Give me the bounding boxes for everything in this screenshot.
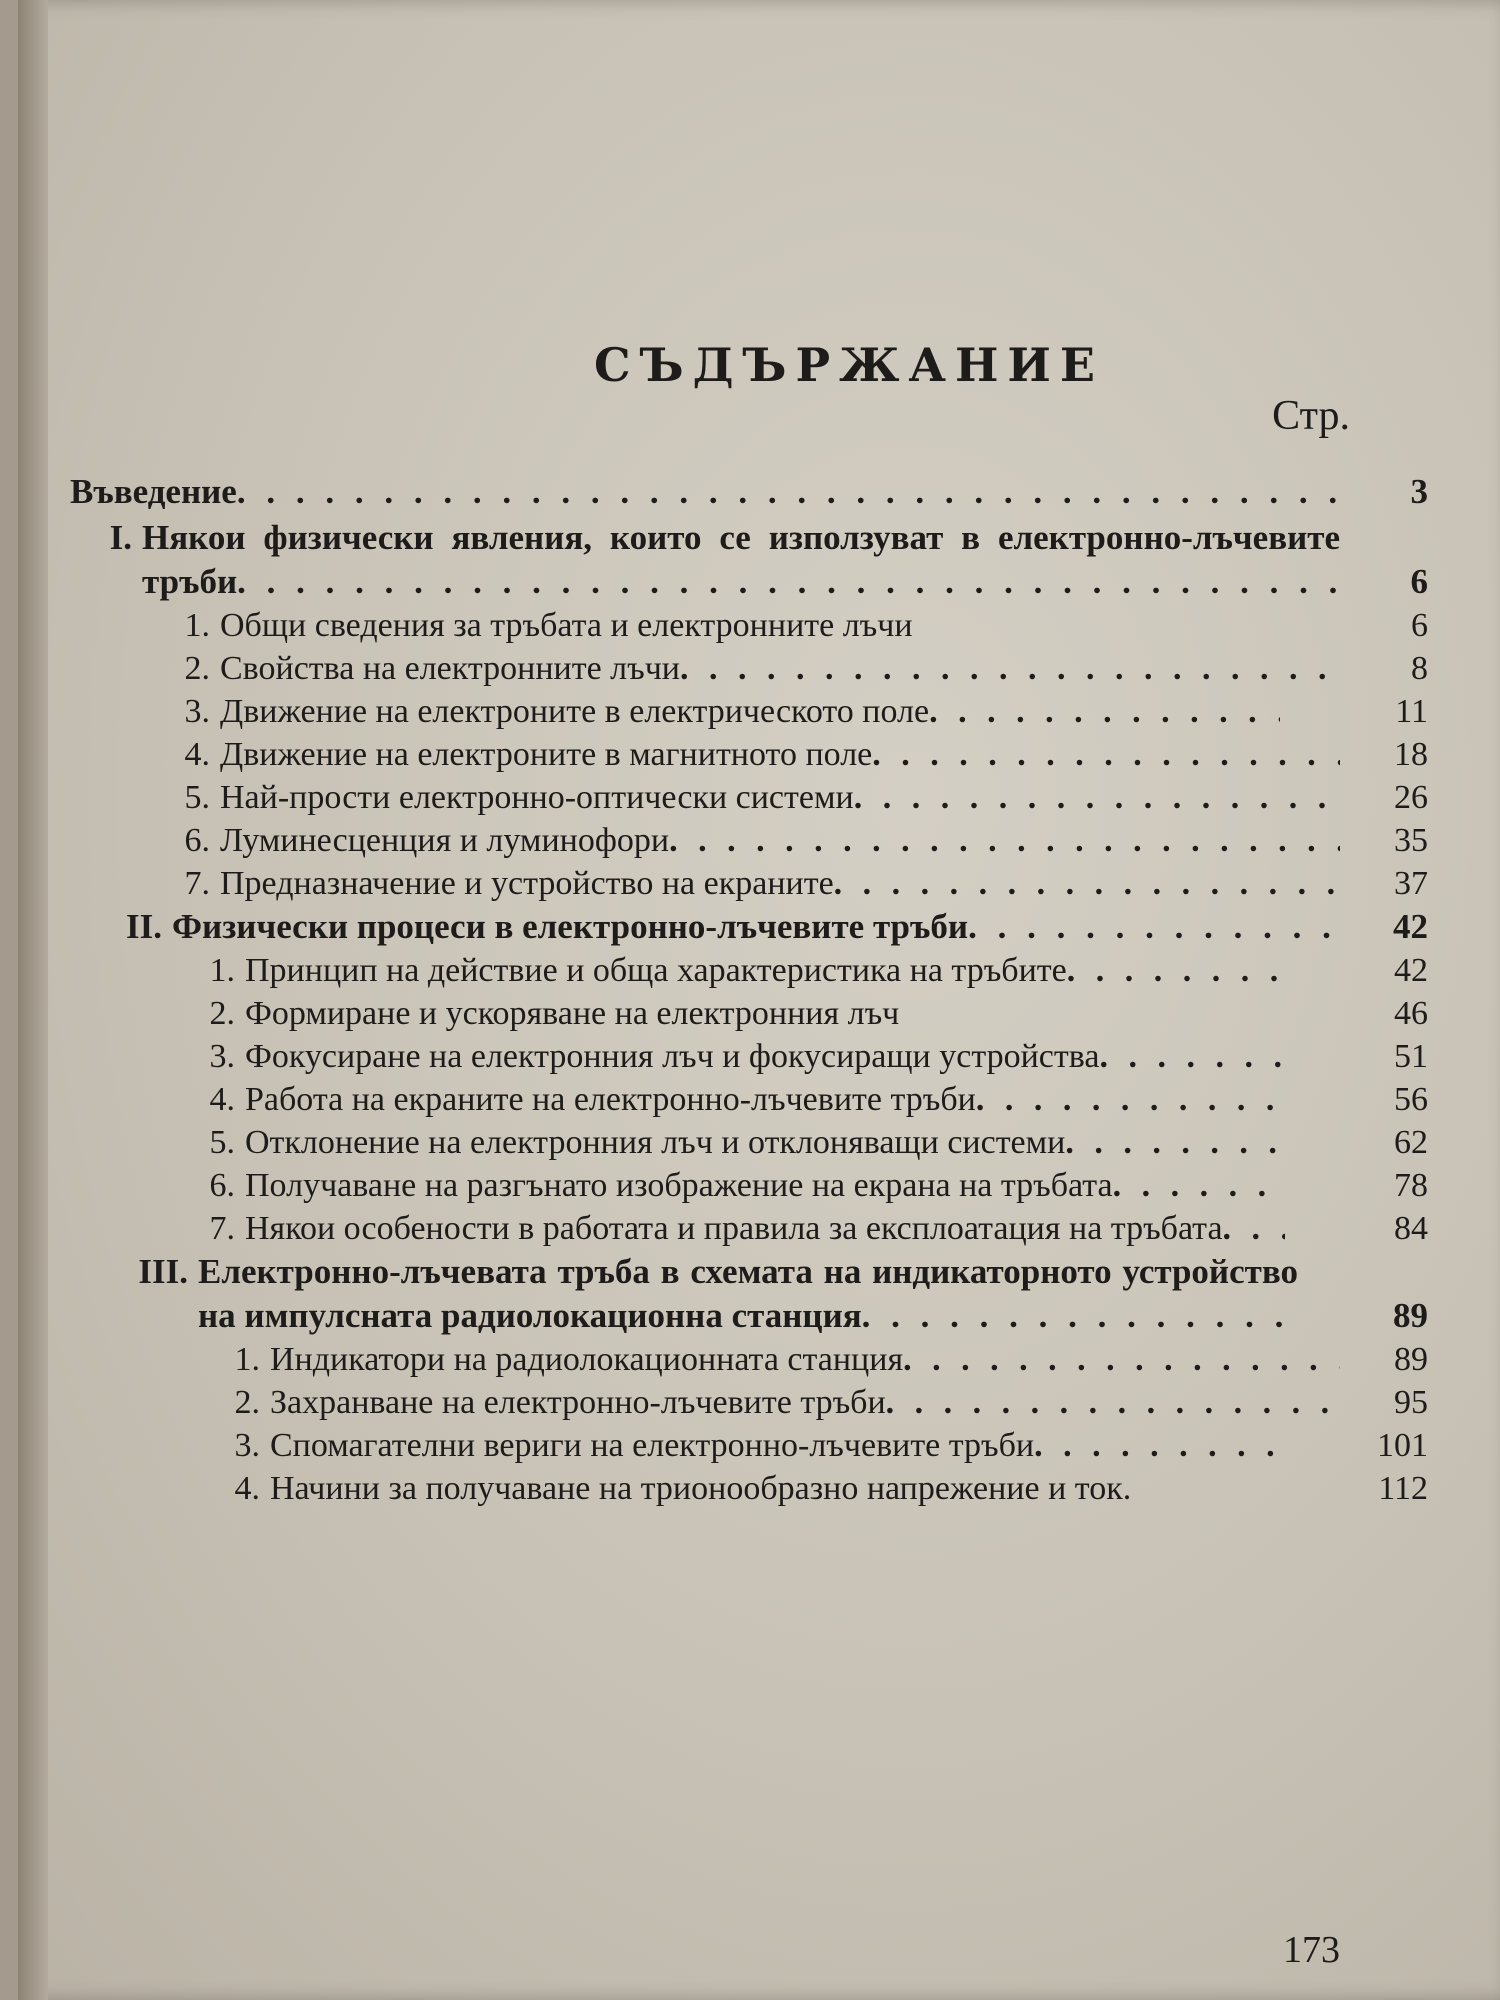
- toc-section-page: 8: [1411, 650, 1428, 687]
- toc-section-page: 18: [1394, 736, 1428, 773]
- toc-section-number: 5.: [209, 1124, 235, 1161]
- toc-chapter-text: Електронно-лъчевата тръба в схемата на индикаторното устройство на импулсната радиолокационна станция: [198, 1252, 1298, 1335]
- toc-section: [70, 992, 1428, 1035]
- toc-section: [70, 1121, 1428, 1164]
- toc-section-text: Свойства на електронните лъчи: [220, 650, 680, 687]
- toc-section-page: 62: [1394, 1124, 1428, 1161]
- toc-section-number: 6.: [209, 1167, 235, 1204]
- toc-section-text: Получаване на разгънато изображение на екрана на тръбата: [245, 1167, 1113, 1204]
- toc-section-text: Отклонение на електронния лъч и отклоняващи системи: [245, 1124, 1066, 1161]
- toc-section-text: Работа на екраните на електронно-лъчевите тръби: [245, 1081, 976, 1118]
- toc-section-number: 1.: [234, 1341, 260, 1378]
- toc-section-number: 3.: [209, 1038, 235, 1075]
- toc-section-text: Фокусиране на електронния лъч и фокусиращи устройства: [245, 1038, 1100, 1075]
- toc-section-text: Движение на електроните в магнитното поле: [220, 736, 873, 773]
- toc-intro: [70, 470, 1428, 514]
- toc-section-page: 6: [1411, 607, 1428, 644]
- toc-section-number: 4.: [184, 736, 210, 773]
- toc-section-page: 89: [1394, 1341, 1428, 1378]
- toc-section: [70, 1164, 1428, 1207]
- toc-section-text: Общи сведения за тръбата и електронните лъчи: [220, 607, 913, 644]
- toc-section-number: 4.: [234, 1470, 260, 1507]
- page-number: 173: [1283, 1929, 1340, 1971]
- toc-section-number: 2.: [209, 995, 235, 1032]
- toc-chapter-number: III.: [138, 1252, 188, 1291]
- toc-section-number: 4.: [209, 1081, 235, 1118]
- toc-chapter-page: 42: [1393, 907, 1428, 946]
- toc-section-text: Някои особености в работата и правила за експлоатация на тръбата: [245, 1210, 1223, 1247]
- toc-section: [70, 1424, 1428, 1467]
- toc-section: [70, 819, 1428, 862]
- toc-chapter-text: Физически процеси в електронно-лъчевите тръби: [172, 907, 969, 946]
- toc-section-number: 6.: [184, 822, 210, 859]
- toc-section: [70, 949, 1428, 992]
- toc-section-number: 1.: [209, 952, 235, 989]
- toc-section: [70, 733, 1428, 776]
- toc-section-text: Предназначение и устройство на екраните: [220, 865, 834, 902]
- toc-section: [70, 1381, 1428, 1424]
- toc-section-text: Най-прости електронно-оптически системи: [220, 779, 854, 816]
- toc-section-text: Принцип на действие и обща характеристика на тръбите: [245, 952, 1067, 989]
- toc-chapter-page: 6: [1410, 562, 1428, 601]
- toc-section-number: 1.: [184, 607, 210, 644]
- toc-section-text: Индикатори на радиолокационната станция: [270, 1341, 904, 1378]
- toc-section: [70, 862, 1428, 905]
- toc-section: [70, 1338, 1428, 1381]
- page-column-label: Стр.: [1272, 393, 1350, 439]
- toc-chapter-number: II.: [126, 907, 162, 946]
- toc-chapter: [70, 1250, 1428, 1338]
- toc-section-text: Спомагателни вериги на електронно-лъчевите тръби: [270, 1427, 1035, 1464]
- toc-chapter-text: Някои физически явления, които се използуват в електронно-лъчевите тръби: [142, 518, 1340, 601]
- toc-section-page: 112: [1378, 1470, 1428, 1507]
- book-gutter: [18, 0, 48, 2000]
- table-of-contents: [70, 470, 1428, 1510]
- toc-section-page: 26: [1394, 779, 1428, 816]
- toc-chapter-page: 89: [1393, 1296, 1428, 1335]
- toc-section-number: 7.: [209, 1210, 235, 1247]
- toc-section-text: Формиране и ускоряване на електронния лъч: [245, 995, 900, 1032]
- toc-section: [70, 647, 1428, 690]
- toc-section: [70, 1207, 1428, 1250]
- page-title: СЪДЪРЖАНИЕ: [594, 338, 1104, 392]
- toc-section-number: 2.: [234, 1384, 260, 1421]
- toc-section: [70, 1467, 1428, 1510]
- toc-section-page: 101: [1377, 1427, 1428, 1464]
- toc-section: [70, 776, 1428, 819]
- toc-chapter: [70, 516, 1428, 604]
- toc-section-page: 42: [1394, 952, 1428, 989]
- toc-section-number: 3.: [234, 1427, 260, 1464]
- toc-section-page: 56: [1394, 1081, 1428, 1118]
- toc-section: [70, 690, 1428, 733]
- toc-section: [70, 604, 1428, 647]
- toc-section-page: 95: [1394, 1384, 1428, 1421]
- toc-intro-text: Въведение: [70, 472, 237, 511]
- toc-section-page: 37: [1394, 865, 1428, 902]
- toc-section-text: Начини за получаване на трионообразно напрежение и ток.: [270, 1470, 1132, 1507]
- toc-section-page: 84: [1394, 1210, 1428, 1247]
- toc-section-number: 5.: [184, 779, 210, 816]
- toc-section-number: 7.: [184, 865, 210, 902]
- toc-section-number: 2.: [184, 650, 210, 687]
- toc-chapter: [70, 905, 1428, 949]
- toc-section-text: Захранване на електронно-лъчевите тръби: [270, 1384, 886, 1421]
- toc-section-text: Луминесценция и луминофори: [220, 822, 670, 859]
- toc-section-page: 51: [1394, 1038, 1428, 1075]
- toc-intro-page: 3: [1410, 472, 1428, 511]
- toc-section-text: Движение на електроните в електрическото поле: [220, 693, 930, 730]
- book-page: [18, 0, 1500, 2000]
- toc-section-page: 78: [1394, 1167, 1428, 1204]
- toc-section-page: 35: [1394, 822, 1428, 859]
- toc-section-page: 11: [1395, 693, 1428, 730]
- toc-section: [70, 1078, 1428, 1121]
- toc-section-page: 46: [1394, 995, 1428, 1032]
- toc-chapter-number: I.: [109, 518, 132, 557]
- toc-section-number: 3.: [184, 693, 210, 730]
- toc-section: [70, 1035, 1428, 1078]
